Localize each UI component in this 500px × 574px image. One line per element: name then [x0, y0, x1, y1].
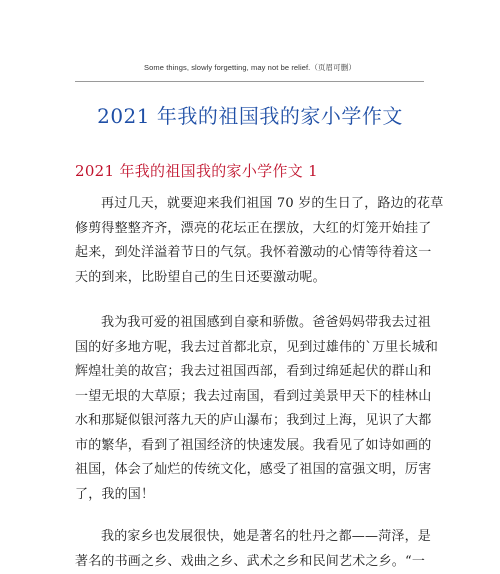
paragraph-line: 天的到来，比盼望自己的生日还要激动呢。 [75, 266, 425, 291]
paragraph-line: 了，我的国！ [75, 483, 425, 508]
paragraph-line: 起来，到处洋溢着节日的气氛。我怀着激动的心情等待着这一 [75, 241, 425, 266]
paragraph-line: 辉煌壮美的故宫；我去过祖国西部，看到过绵延起伏的群山和 [75, 360, 425, 385]
paragraph-line: 再过几天，就要迎来我们祖国 70 岁的生日了，路边的花草 [75, 192, 425, 217]
paragraph-2 [75, 311, 425, 507]
paragraph-line: 国的好多地方呢，我去过首都北京，见到过雄伟的`万里长城和 [75, 336, 425, 361]
page-header-note: Some things, slowly forgetting, may not be relief.（页眉可删） [0, 62, 500, 73]
document-title: 2021 年我的祖国我的家小学作文 [0, 100, 500, 129]
paragraph-1 [75, 192, 425, 290]
paragraph-line: 市的繁华，看到了祖国经济的快速发展。我看见了如诗如画的 [75, 434, 425, 459]
paragraph-line: 我的家乡也发展很快，她是著名的牡丹之都——菏泽，是 [75, 525, 425, 550]
paragraph-line: 一望无垠的大草原；我去过南国，看到过美景甲天下的桂林山 [75, 385, 425, 410]
paragraph-line: 祖国，体会了灿烂的传统文化，感受了祖国的富强文明，厉害 [75, 458, 425, 483]
paragraph-line: 著名的书画之乡、戏曲之乡、武术之乡和民间艺术之乡。“一 [75, 550, 425, 574]
header-divider [75, 81, 424, 82]
paragraph-line: 水和那疑似银河落九天的庐山瀑布；我到过上海，见识了大都 [75, 409, 425, 434]
section-title: 2021 年我的祖国我的家小学作文 1 [75, 160, 318, 181]
paragraph-3 [75, 525, 425, 574]
paragraph-line: 修剪得整整齐齐，漂亮的花坛正在摆放，大红的灯笼开始挂了 [75, 217, 425, 242]
paragraph-line: 我为我可爱的祖国感到自豪和骄傲。爸爸妈妈带我去过祖 [75, 311, 425, 336]
